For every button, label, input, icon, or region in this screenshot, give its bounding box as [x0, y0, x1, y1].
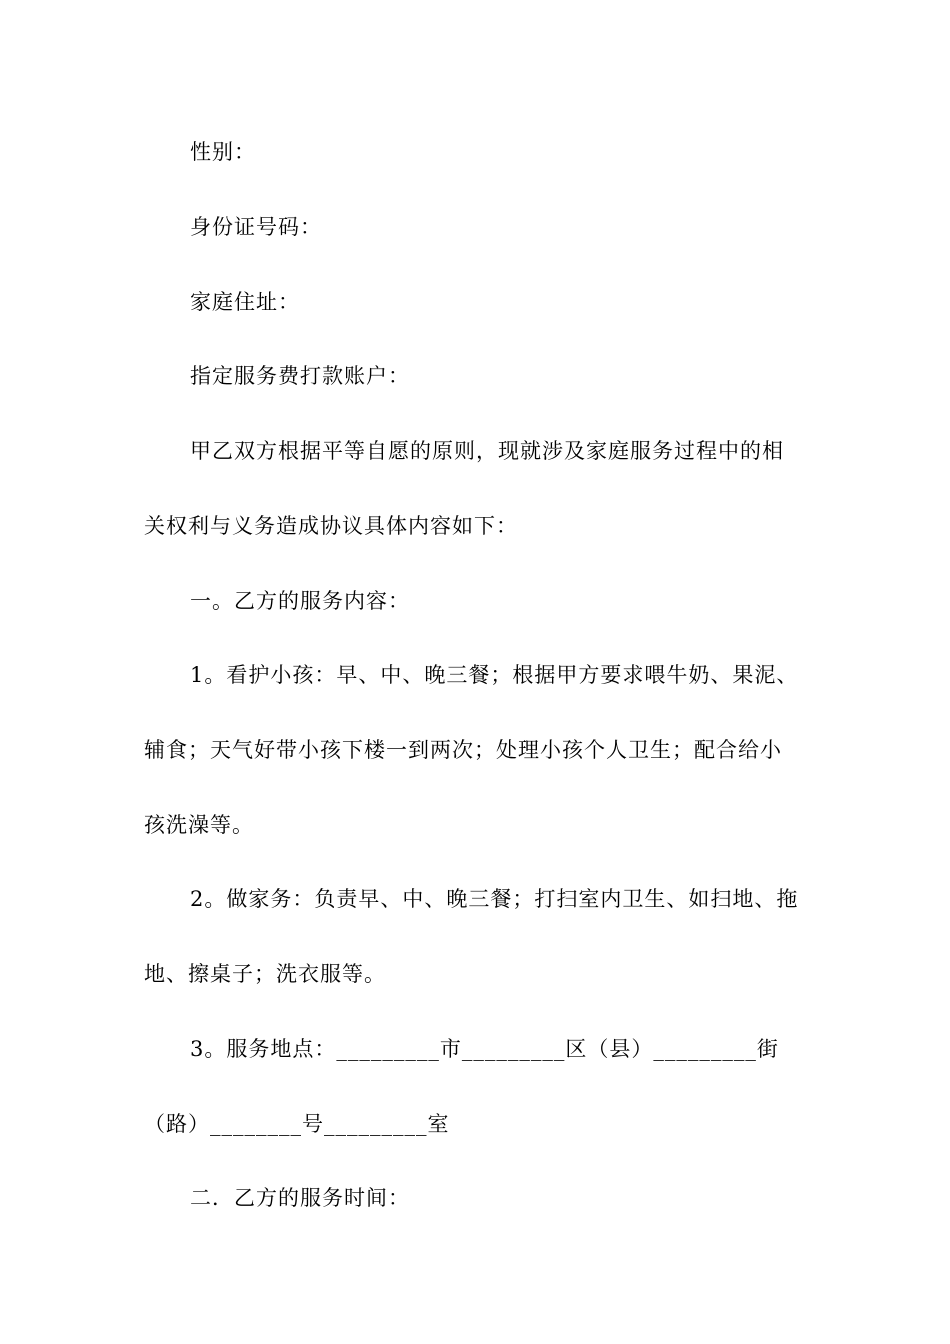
- agreement-intro-line-1: 甲乙双方根据平等自愿的原则，现就涉及家庭服务过程中的相: [190, 439, 784, 463]
- agreement-intro-line-2: 关权利与义务造成协议具体内容如下：: [144, 514, 518, 538]
- section-1-heading: 一。乙方的服务内容：: [190, 589, 410, 613]
- section-2-heading: 二．乙方的服务时间：: [190, 1186, 410, 1210]
- item-3-service-location-line-2: （路）________号_________室: [144, 1112, 450, 1136]
- item-2-line-2: 地、擦桌子；洗衣服等。: [144, 962, 386, 986]
- item-2-line-1: 2。做家务：负责早、中、晚三餐；打扫室内卫生、如扫地、拖: [190, 887, 799, 911]
- payment-account-field-label: 指定服务费打款账户：: [190, 364, 410, 388]
- home-address-field-label: 家庭住址：: [190, 290, 300, 314]
- item-3-service-location-line-1: 3。服务地点：_________市_________区（县）_________街: [190, 1037, 779, 1061]
- item-1-line-1: 1。看护小孩：早、中、晚三餐；根据甲方要求喂牛奶、果泥、: [190, 663, 799, 687]
- item-1-line-2: 辅食；天气好带小孩下楼一到两次；处理小孩个人卫生；配合给小: [144, 738, 782, 762]
- item-1-line-3: 孩洗澡等。: [144, 813, 254, 837]
- gender-field-label: 性别：: [190, 140, 256, 164]
- id-number-field-label: 身份证号码：: [190, 215, 322, 239]
